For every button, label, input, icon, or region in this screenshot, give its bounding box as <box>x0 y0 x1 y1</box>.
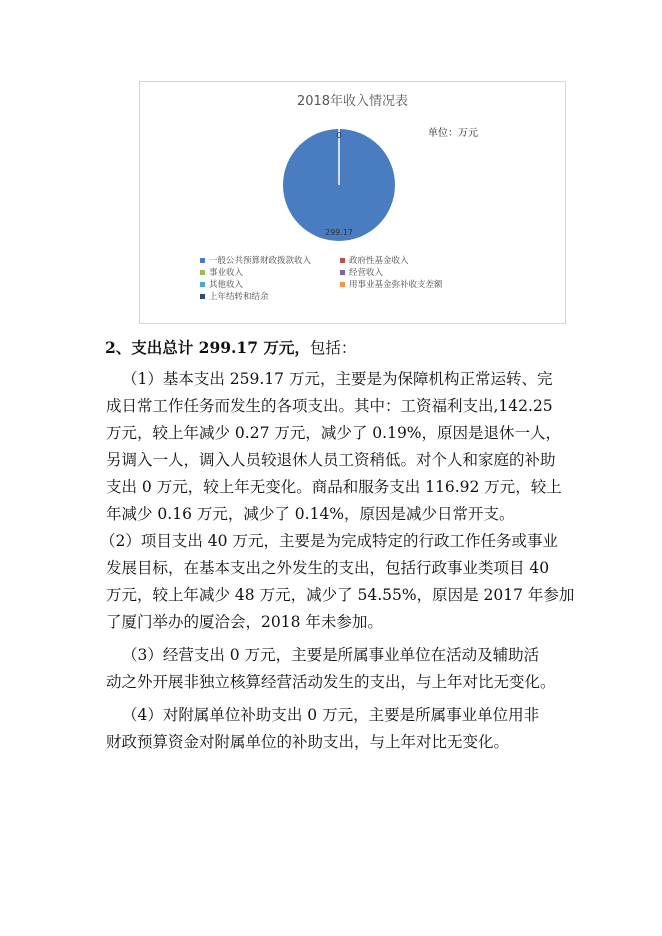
paragraph-line: 了厦门举办的厦洽会，2018 年未参加。 <box>106 613 383 631</box>
legend-item <box>340 266 383 278</box>
income-pie-chart <box>139 81 566 324</box>
legend-label: 事业收入 <box>209 268 244 278</box>
legend-item <box>340 254 409 266</box>
paragraph-line: （2）项目支出 40 万元，主要是为完成特定的行政工作任务或事业 <box>100 532 558 550</box>
heading-bold-text: 2、支出总计 299.17 万元， <box>105 338 310 357</box>
paragraph-line: 财政预算资金对附属单位的补助支出，与上年对比无变化。 <box>106 733 510 751</box>
body-text <box>100 366 575 756</box>
chart-unit-label: 单位：万元 <box>428 128 478 139</box>
legend-swatch <box>200 270 205 275</box>
legend-item <box>200 290 269 302</box>
legend-swatch <box>340 270 345 275</box>
paragraph-line: 成日常工作任务而发生的各项支出。其中：工资福利支出,142.25 <box>106 397 553 415</box>
paragraph-line: 年减少 0.16 万元，减少了 0.14%，原因是减少日常开支。 <box>106 505 515 523</box>
legend-label: 上年结转和结余 <box>209 292 269 302</box>
paragraph-line: 支出 0 万元，较上年无变化。商品和服务支出 116.92 万元，较上 <box>106 478 562 496</box>
chart-title: 2018年收入情况表 <box>296 94 409 109</box>
legend-item <box>200 278 243 290</box>
pie-data-label: 0 <box>336 131 342 140</box>
legend-swatch <box>200 258 205 263</box>
legend-label: 政府性基金收入 <box>349 256 409 266</box>
legend-item <box>340 278 443 290</box>
section-heading <box>105 336 356 358</box>
legend-swatch <box>200 282 205 287</box>
paragraph-line: 发展目标，在基本支出之外发生的支出，包括行政事业类项目 40 <box>106 559 550 577</box>
paragraph-line: （4）对附属单位补助支出 0 万元，主要是所属事业单位用非 <box>122 706 540 724</box>
paragraph-line: 动之外开展非独立核算经营活动发生的支出，与上年对比无变化。 <box>106 673 556 691</box>
paragraph-line: （1）基本支出 259.17 万元，主要是为保障机构正常运转、完 <box>122 370 553 388</box>
paragraph-line: 万元，较上年减少 48 万元，减少了 54.55%，原因是 2017 年参加 <box>106 586 575 604</box>
legend-swatch <box>340 258 345 263</box>
legend-item <box>200 254 311 266</box>
heading-normal-text: 包括： <box>309 339 357 357</box>
paragraph-line: 另调入一人，调入人员较退休人员工资稍低。对个人和家庭的补助 <box>106 451 556 469</box>
pie-data-label: 299.17 <box>325 228 353 237</box>
legend-label: 用事业基金弥补收支差额 <box>349 280 443 290</box>
legend-item <box>200 266 243 278</box>
paragraph-line: 万元，较上年减少 0.27 万元，减少了 0.19%，原因是退休一人， <box>106 424 562 442</box>
legend-swatch <box>340 282 345 287</box>
legend-label: 其他收入 <box>209 280 244 290</box>
legend-label: 一般公共预算财政拨款收入 <box>209 256 312 266</box>
legend-label: 经营收入 <box>349 268 384 278</box>
paragraph-line: （3）经营支出 0 万元，主要是所属事业单位在活动及辅助活 <box>122 646 540 664</box>
legend-swatch <box>200 294 205 299</box>
